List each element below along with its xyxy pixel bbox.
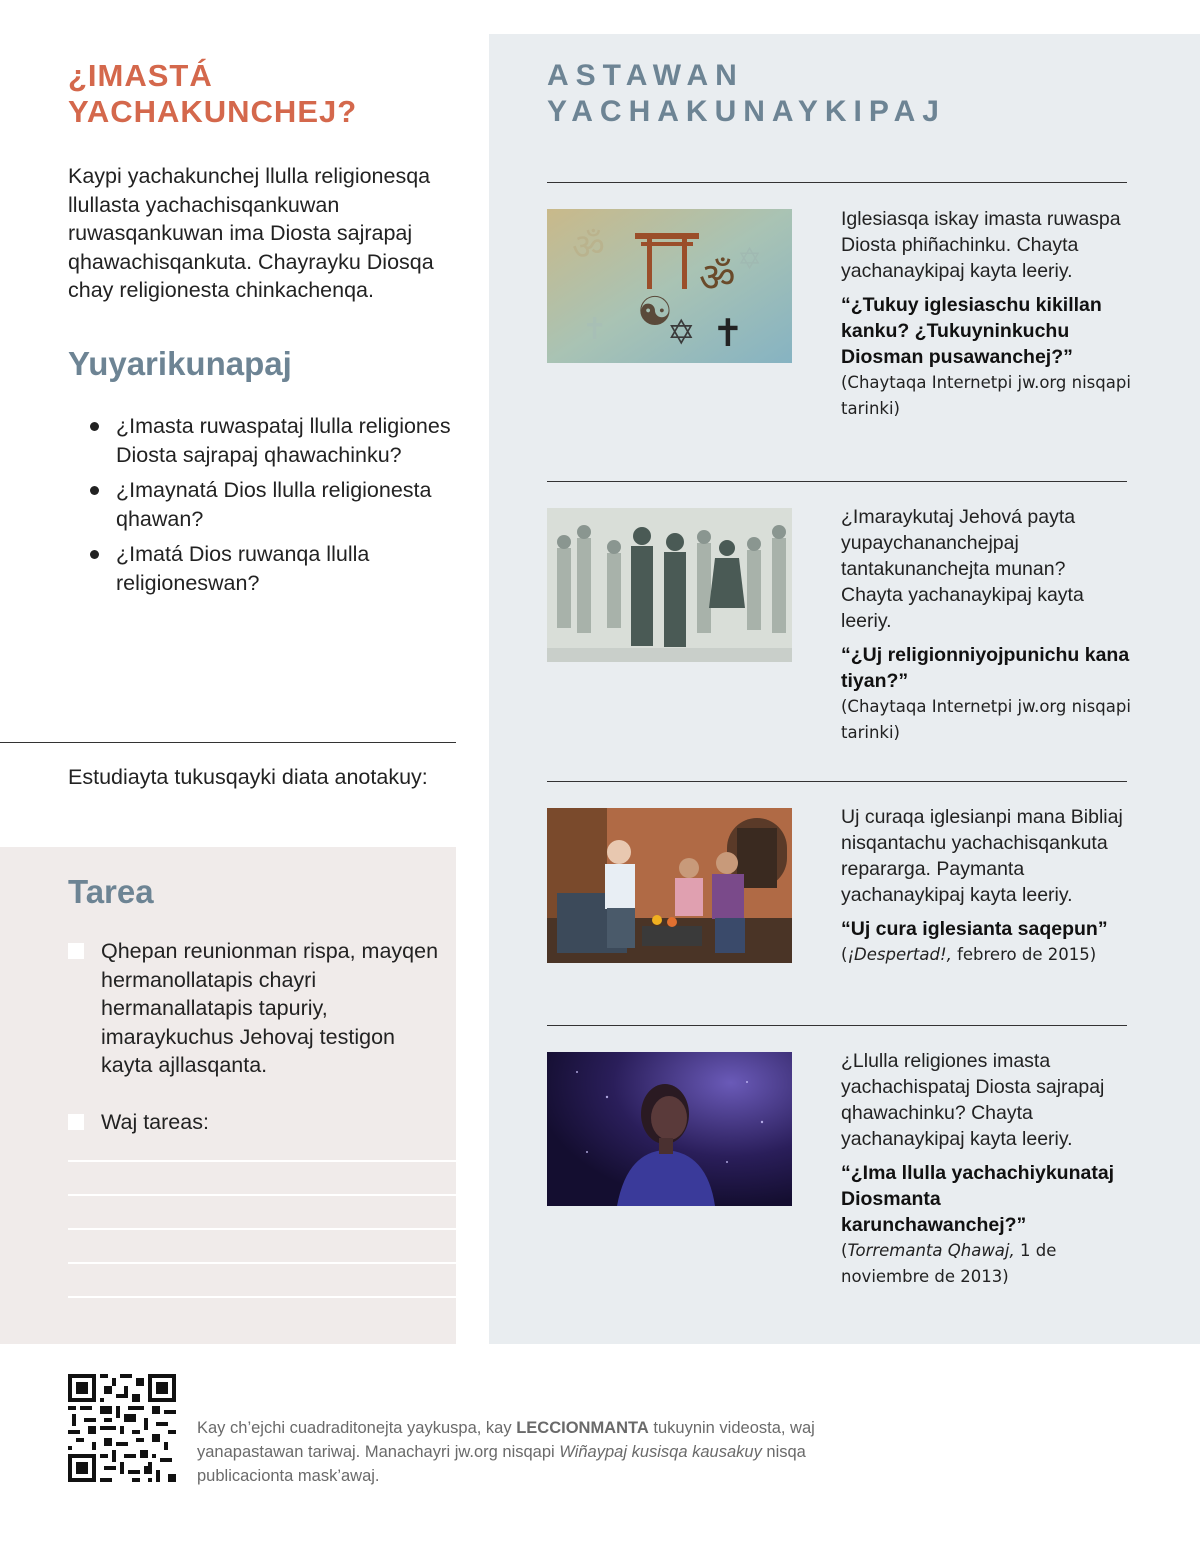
- checkbox[interactable]: [68, 943, 84, 959]
- write-line[interactable]: [68, 1194, 456, 1196]
- divider: [0, 742, 456, 743]
- bullet-icon: [90, 422, 99, 431]
- entry-title-link[interactable]: “Uj cura iglesianta saqepun”: [841, 918, 1108, 940]
- divider: [547, 1025, 1127, 1026]
- svg-text:☯: ☯: [637, 289, 673, 335]
- task-item-other: [68, 1108, 448, 1137]
- entry-source: (Chaytaqa Internetpi jw.org nisqapi tarinki): [841, 373, 1131, 418]
- bullet-icon: [90, 550, 99, 559]
- entry-title-link[interactable]: “¿Tukuy iglesiaschu kikillan kanku? ¿Tukuyninkuchu Diosman pusawanchej?”: [841, 294, 1102, 368]
- intro-paragraph: Kaypi yachakunchej llulla religionesqa llullasta yachachisqankuwan ruwasqankuwan ima Diosta sajrapaj qhawachisqankuta. Chayrayku Diosqa chay religionesta chinkachenqa.: [68, 164, 434, 302]
- resource-entry: [841, 206, 1131, 422]
- write-line[interactable]: [68, 1160, 456, 1162]
- write-line[interactable]: [68, 1262, 456, 1264]
- resource-entry: [841, 504, 1131, 746]
- entry-source: (¡Despertad!, febrero de 2015): [841, 945, 1097, 964]
- svg-text:ॐ: ॐ: [572, 227, 605, 268]
- entry-title-link[interactable]: “¿Uj religionniyojpunichu kana tiyan?”: [841, 644, 1130, 692]
- review-heading: Yuyarikunapaj: [68, 345, 292, 382]
- resource-entry: [841, 804, 1131, 968]
- former-priest-image[interactable]: [547, 808, 792, 963]
- task-item-ask-sibling: [68, 937, 448, 1080]
- bullet-icon: [90, 486, 99, 495]
- resource-entry: [841, 1048, 1131, 1290]
- review-question: ¿Imaynatá Dios llulla religionesta qhawan?: [86, 476, 466, 533]
- congregation-gathering-image[interactable]: [547, 508, 792, 662]
- divider: [547, 781, 1127, 782]
- page-title-line2: YACHAKUNCHEJ?: [68, 94, 358, 129]
- entry-description: Uj curaqa iglesianpi mana Bibliaj nisqantachu yachachisqankuta reparargа. Paymanta yachanaykipaj kayta leeriy.: [841, 806, 1123, 906]
- entry-source: (Chaytaqa Internetpi jw.org nisqapi tarinki): [841, 697, 1131, 742]
- svg-text:✡: ✡: [737, 242, 763, 277]
- task-text: Qhepan reunionman rispa, mayqen hermanollatapis chayri hermanallatapis tapuriy, imaraykuchus Jehovaj testigon kayta ajllasqanta.: [101, 939, 439, 1077]
- review-question: ¿Imasta ruwaspataj llulla religiones Diosta sajrapaj qhawachinku?: [86, 412, 466, 469]
- checkbox[interactable]: [68, 1114, 84, 1130]
- religious-symbols-image[interactable]: [547, 209, 792, 363]
- more-learning-heading: ASTAWAN YACHAKUNAYKIPAJ: [547, 59, 946, 128]
- page-title-line1: ¿IMASTÁ: [68, 58, 213, 93]
- page-title: [68, 58, 468, 130]
- entry-description: ¿Llulla religiones imasta yachachispataj Diosta sajrapaj qhawachinku? Chayta yachanaykipaj kayta leeriy.: [841, 1050, 1105, 1150]
- review-questions: [86, 412, 466, 604]
- footer-note: Kay ch’ejchi cuadraditonejta yaykuspa, kay LECCIONMANTA tukuynin videosta, waj yanapastawan tariwaj. Manachayri jw.org nisqapi Wiñaypaj kusisqa kausakuy nisqa publicacionta mask’awaj.: [197, 1419, 815, 1485]
- entry-description: ¿Imaraykutaj Jehová payta yupaychananchejpaj tantakunanchejta munan? Chayta yachanaykipaj kayta leeriy.: [841, 506, 1084, 632]
- write-line[interactable]: [68, 1228, 456, 1230]
- qr-code-icon[interactable]: [68, 1374, 176, 1482]
- woman-night-sky-image[interactable]: [547, 1052, 792, 1206]
- svg-text:✝: ✝: [582, 312, 608, 347]
- task-box: [0, 847, 456, 1344]
- study-date-label: Estudiayta tukusqayki diata anotakuy:: [68, 765, 428, 789]
- task-heading: Tarea: [68, 873, 154, 910]
- review-question: ¿Imatá Dios ruwanqa llulla religioneswan?: [86, 540, 466, 597]
- entry-description: Iglesiasqa iskay imasta ruwaspa Diosta phiñachinku. Chayta yachanaykipaj kayta leeriy.: [841, 208, 1121, 282]
- entry-source: (Torremanta Qhawaj, 1 de noviembre de 2013): [841, 1241, 1057, 1286]
- svg-text:✝: ✝: [712, 311, 744, 355]
- task-text: Waj tareas:: [101, 1110, 209, 1134]
- svg-text:✡: ✡: [667, 313, 696, 353]
- svg-text:ॐ: ॐ: [699, 255, 736, 301]
- entry-title-link[interactable]: “¿Ima llulla yachachiykunataj Diosmanta karunchawanchej?”: [841, 1162, 1115, 1236]
- write-line[interactable]: [68, 1296, 456, 1298]
- divider: [547, 481, 1127, 482]
- divider: [547, 182, 1127, 183]
